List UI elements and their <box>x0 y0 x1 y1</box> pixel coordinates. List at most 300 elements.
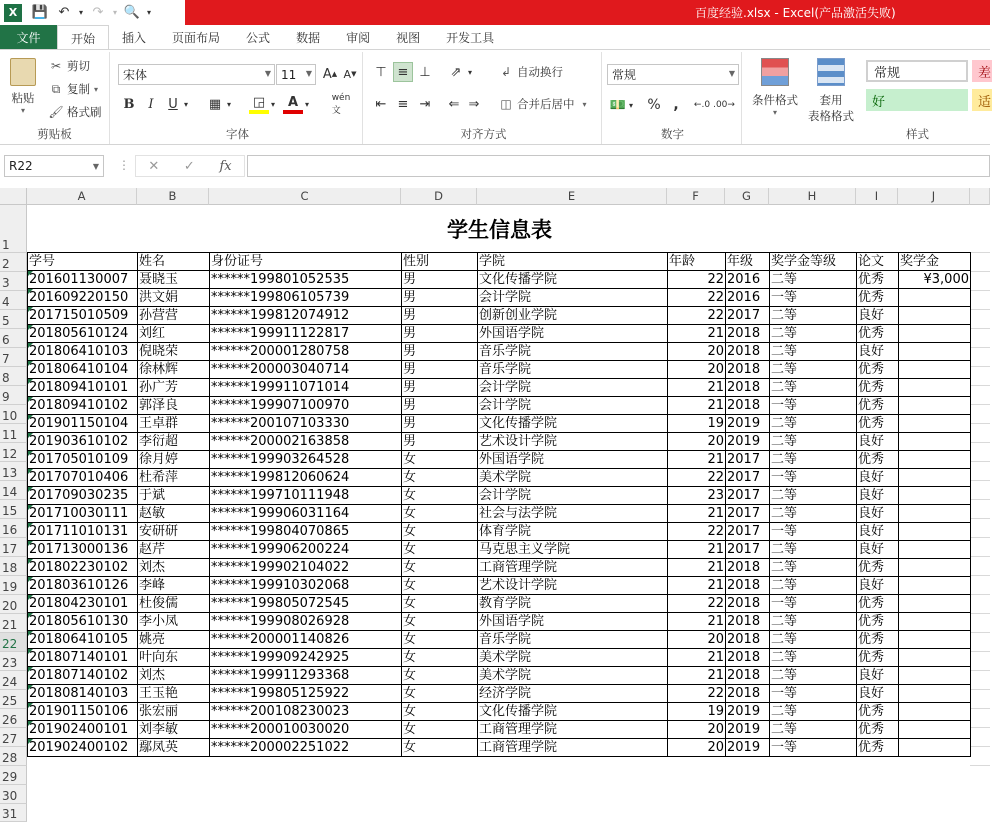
borders-icon[interactable]: ▦ <box>208 96 222 112</box>
align-bottom-icon[interactable]: ⊥ <box>419 64 431 80</box>
accounting-dropdown-icon[interactable]: ▾ <box>628 100 633 110</box>
cell-e[interactable]: 社会与法学院 <box>478 505 668 523</box>
cell-d[interactable]: 女 <box>402 667 478 685</box>
header-cell[interactable]: 学院 <box>478 253 668 271</box>
number-format-select[interactable]: 常规 ▼ <box>607 64 739 85</box>
cell-i[interactable]: 优秀 <box>857 595 899 613</box>
cell-h[interactable]: 二等 <box>770 487 857 505</box>
row-header-20[interactable]: 20 <box>0 595 27 614</box>
cell-c[interactable]: ******199906200224 <box>210 541 402 559</box>
font-name-select[interactable]: 宋体 ▼ <box>118 64 275 85</box>
tab-review[interactable]: 审阅 <box>346 30 371 45</box>
cell-f[interactable]: 23 <box>668 487 726 505</box>
cell-g[interactable]: 2019 <box>726 739 770 757</box>
cell-e[interactable]: 音乐学院 <box>478 343 668 361</box>
row-header-4[interactable]: 4 <box>0 291 27 310</box>
cell-e[interactable]: 美术学院 <box>478 649 668 667</box>
bold-button[interactable]: B <box>123 96 135 112</box>
cell-a[interactable]: 201807140101 <box>28 649 138 667</box>
row-header-8[interactable]: 8 <box>0 367 27 386</box>
row-header-13[interactable]: 13 <box>0 462 27 481</box>
cell-g[interactable]: 2017 <box>726 451 770 469</box>
column-header-d[interactable]: D <box>401 188 477 205</box>
cell-f[interactable]: 21 <box>668 451 726 469</box>
cell-b[interactable]: 刘杰 <box>138 559 210 577</box>
cell-i[interactable]: 优秀 <box>857 631 899 649</box>
cell-d[interactable]: 女 <box>402 469 478 487</box>
row-header-12[interactable]: 12 <box>0 443 27 462</box>
cell-h[interactable]: 二等 <box>770 325 857 343</box>
tab-developer[interactable]: 开发工具 <box>446 30 495 45</box>
cell-i[interactable]: 良好 <box>857 577 899 595</box>
row-header-30[interactable]: 30 <box>0 785 27 804</box>
cell-g[interactable]: 2017 <box>726 487 770 505</box>
cell-h[interactable]: 二等 <box>770 703 857 721</box>
cell-d[interactable]: 女 <box>402 721 478 739</box>
formula-input[interactable] <box>247 155 990 177</box>
cell-i[interactable]: 优秀 <box>857 649 899 667</box>
cell-j[interactable] <box>899 361 971 379</box>
cell-j[interactable] <box>899 631 971 649</box>
cell-a[interactable]: 201903610102 <box>28 433 138 451</box>
cell-i[interactable]: 良好 <box>857 487 899 505</box>
cell-b[interactable]: 赵芹 <box>138 541 210 559</box>
enter-icon[interactable]: ✓ <box>183 158 195 174</box>
cell-b[interactable]: 李小凤 <box>138 613 210 631</box>
cell-d[interactable]: 男 <box>402 289 478 307</box>
cell-i[interactable]: 优秀 <box>857 451 899 469</box>
cell-j[interactable] <box>899 595 971 613</box>
cell-b[interactable]: 张宏丽 <box>138 703 210 721</box>
cell-e[interactable]: 经济学院 <box>478 685 668 703</box>
cell-c[interactable]: ******199805125922 <box>210 685 402 703</box>
cell-d[interactable]: 女 <box>402 559 478 577</box>
tab-insert[interactable]: 插入 <box>122 30 147 45</box>
cell-c[interactable]: ******199906031164 <box>210 505 402 523</box>
cell-a[interactable]: 201901150106 <box>28 703 138 721</box>
tab-formulas[interactable]: 公式 <box>246 30 271 45</box>
cell-j[interactable] <box>899 397 971 415</box>
cell-d[interactable]: 女 <box>402 505 478 523</box>
cell-j[interactable] <box>899 703 971 721</box>
cell-b[interactable]: 徐林辉 <box>138 361 210 379</box>
cell-d[interactable]: 女 <box>402 595 478 613</box>
style-neutral[interactable]: 适 <box>972 89 992 111</box>
cell-h[interactable]: 一等 <box>770 397 857 415</box>
cell-a[interactable]: 201713000136 <box>28 541 138 559</box>
cell-a[interactable]: 201803610126 <box>28 577 138 595</box>
cell-e[interactable]: 马克思主义学院 <box>478 541 668 559</box>
cell-b[interactable]: 聂晓玉 <box>138 271 210 289</box>
tab-view[interactable]: 视图 <box>396 30 421 45</box>
cell-i[interactable]: 优秀 <box>857 271 899 289</box>
cell-b[interactable]: 赵敏 <box>138 505 210 523</box>
cell-a[interactable]: 201808140103 <box>28 685 138 703</box>
decrease-font-size-button[interactable]: A ▼ <box>343 67 357 81</box>
cell-h[interactable]: 二等 <box>770 343 857 361</box>
cell-d[interactable]: 男 <box>402 271 478 289</box>
cell-d[interactable]: 男 <box>402 343 478 361</box>
cell-f[interactable]: 20 <box>668 739 726 757</box>
cell-c[interactable]: ******200003040714 <box>210 361 402 379</box>
cell-d[interactable]: 女 <box>402 451 478 469</box>
cell-b[interactable]: 李峰 <box>138 577 210 595</box>
cell-f[interactable]: 21 <box>668 541 726 559</box>
insert-function-icon[interactable]: fx <box>219 158 232 174</box>
cell-f[interactable]: 21 <box>668 505 726 523</box>
merge-center-button[interactable]: ◫ 合并后居中 ▾ <box>498 96 587 112</box>
cell-e[interactable]: 会计学院 <box>478 487 668 505</box>
undo-dropdown-icon[interactable]: ▾ <box>78 8 83 17</box>
cell-h[interactable]: 一等 <box>770 739 857 757</box>
cell-c[interactable]: ******200002251022 <box>210 739 402 757</box>
cell-e[interactable]: 艺术设计学院 <box>478 433 668 451</box>
cell-g[interactable]: 2017 <box>726 469 770 487</box>
cell-d[interactable]: 女 <box>402 523 478 541</box>
cell-d[interactable]: 女 <box>402 577 478 595</box>
cell-c[interactable]: ******199907100970 <box>210 397 402 415</box>
row-header-23[interactable]: 23 <box>0 652 27 671</box>
orientation-icon[interactable]: ⇗ <box>450 64 462 80</box>
header-cell[interactable]: 奖学金等级 <box>770 253 857 271</box>
header-cell[interactable]: 身份证号 <box>210 253 402 271</box>
cell-c[interactable]: ******199805072545 <box>210 595 402 613</box>
cell-g[interactable]: 2019 <box>726 721 770 739</box>
cell-f[interactable]: 21 <box>668 649 726 667</box>
cell-c[interactable]: ******199910302068 <box>210 577 402 595</box>
row-header-1[interactable]: 1 <box>0 205 27 253</box>
increase-decimal-icon[interactable]: ←.0 <box>693 100 711 110</box>
cell-e[interactable]: 工商管理学院 <box>478 739 668 757</box>
cell-e[interactable]: 会计学院 <box>478 397 668 415</box>
cell-g[interactable]: 2017 <box>726 307 770 325</box>
phonetic-guide-icon[interactable]: wén 文 <box>331 92 351 116</box>
cell-b[interactable]: 于斌 <box>138 487 210 505</box>
row-header-25[interactable]: 25 <box>0 690 27 709</box>
cell-c[interactable]: ******200107103330 <box>210 415 402 433</box>
cell-a[interactable]: 201806410105 <box>28 631 138 649</box>
style-normal[interactable]: 常规 <box>866 60 968 82</box>
cell-e[interactable]: 外国语学院 <box>478 451 668 469</box>
cell-c[interactable]: ******199911293368 <box>210 667 402 685</box>
cell-a[interactable]: 201804230101 <box>28 595 138 613</box>
cell-b[interactable]: 倪晓荣 <box>138 343 210 361</box>
row-header-24[interactable]: 24 <box>0 671 27 690</box>
cell-b[interactable]: 郭泽良 <box>138 397 210 415</box>
undo-icon[interactable]: ↶ <box>58 5 70 20</box>
cell-c[interactable]: ******199902104022 <box>210 559 402 577</box>
row-header-14[interactable]: 14 <box>0 481 27 500</box>
cell-f[interactable]: 21 <box>668 559 726 577</box>
cell-d[interactable]: 男 <box>402 361 478 379</box>
row-header-31[interactable]: 31 <box>0 804 27 822</box>
row-header-16[interactable]: 16 <box>0 519 27 538</box>
column-header-f[interactable]: F <box>667 188 725 205</box>
cell-c[interactable]: ******199908026928 <box>210 613 402 631</box>
cell-c[interactable]: ******199804070865 <box>210 523 402 541</box>
cell-j[interactable] <box>899 685 971 703</box>
cell-c[interactable]: ******200002163858 <box>210 433 402 451</box>
cell-c[interactable]: ******199911122817 <box>210 325 402 343</box>
column-header-a[interactable]: A <box>27 188 137 205</box>
tab-file[interactable]: 文件 <box>0 25 57 49</box>
row-header-3[interactable]: 3 <box>0 272 27 291</box>
cell-a[interactable]: 201809410102 <box>28 397 138 415</box>
comma-style-icon[interactable]: , <box>673 97 679 113</box>
cell-d[interactable]: 男 <box>402 433 478 451</box>
cell-f[interactable]: 20 <box>668 433 726 451</box>
column-header-g[interactable]: G <box>725 188 769 205</box>
font-size-select[interactable]: 11 ▼ <box>276 64 316 85</box>
cell-b[interactable]: 杜俊儒 <box>138 595 210 613</box>
cell-f[interactable]: 22 <box>668 307 726 325</box>
cell-b[interactable]: 姚亮 <box>138 631 210 649</box>
cell-g[interactable]: 2018 <box>726 631 770 649</box>
row-header-19[interactable]: 19 <box>0 576 27 595</box>
cell-j[interactable] <box>899 487 971 505</box>
cell-g[interactable]: 2018 <box>726 613 770 631</box>
cell-e[interactable]: 工商管理学院 <box>478 721 668 739</box>
cell-c[interactable]: ******200010030020 <box>210 721 402 739</box>
tab-page-layout[interactable]: 页面布局 <box>172 30 221 45</box>
cell-j[interactable] <box>899 667 971 685</box>
cell-e[interactable]: 工商管理学院 <box>478 559 668 577</box>
header-cell[interactable]: 论文 <box>857 253 899 271</box>
cell-h[interactable]: 二等 <box>770 361 857 379</box>
cell-i[interactable]: 良好 <box>857 433 899 451</box>
cell-j[interactable] <box>899 739 971 757</box>
align-middle-icon[interactable]: ≡ <box>393 62 413 82</box>
paste-button[interactable]: 粘贴 ▾ <box>6 58 40 115</box>
cell-j[interactable] <box>899 307 971 325</box>
column-header-c[interactable]: C <box>209 188 401 205</box>
cell-h[interactable]: 二等 <box>770 451 857 469</box>
cell-g[interactable]: 2019 <box>726 433 770 451</box>
column-header-i[interactable]: I <box>856 188 898 205</box>
cell-a[interactable]: 201707010406 <box>28 469 138 487</box>
cell-h[interactable]: 二等 <box>770 631 857 649</box>
cell-c[interactable]: ******199801052535 <box>210 271 402 289</box>
cell-d[interactable]: 男 <box>402 307 478 325</box>
cell-e[interactable]: 外国语学院 <box>478 325 668 343</box>
cell-a[interactable]: 201805610130 <box>28 613 138 631</box>
cell-d[interactable]: 男 <box>402 379 478 397</box>
cell-c[interactable]: ******199806105739 <box>210 289 402 307</box>
cell-i[interactable]: 优秀 <box>857 721 899 739</box>
cell-e[interactable]: 创新创业学院 <box>478 307 668 325</box>
column-header-b[interactable]: B <box>137 188 209 205</box>
cell-f[interactable]: 19 <box>668 415 726 433</box>
row-header-26[interactable]: 26 <box>0 709 27 728</box>
borders-dropdown-icon[interactable]: ▾ <box>226 99 231 109</box>
cell-i[interactable]: 优秀 <box>857 703 899 721</box>
fill-color-dropdown-icon[interactable]: ▾ <box>270 99 275 109</box>
cell-f[interactable]: 22 <box>668 271 726 289</box>
column-header-h[interactable]: H <box>769 188 856 205</box>
decrease-decimal-icon[interactable]: .00→ <box>713 100 735 110</box>
wrap-text-button[interactable]: ↲ 自动换行 <box>498 64 563 80</box>
cell-d[interactable]: 男 <box>402 325 478 343</box>
cell-c[interactable]: ******199710111948 <box>210 487 402 505</box>
cell-i[interactable]: 优秀 <box>857 739 899 757</box>
cell-h[interactable]: 二等 <box>770 271 857 289</box>
cell-h[interactable]: 二等 <box>770 559 857 577</box>
cell-f[interactable]: 20 <box>668 721 726 739</box>
cell-a[interactable]: 201711010131 <box>28 523 138 541</box>
header-cell[interactable]: 学号 <box>28 253 138 271</box>
cell-a[interactable]: 201809410101 <box>28 379 138 397</box>
cell-i[interactable]: 优秀 <box>857 379 899 397</box>
cell-g[interactable]: 2018 <box>726 649 770 667</box>
cell-g[interactable]: 2016 <box>726 289 770 307</box>
cell-i[interactable]: 良好 <box>857 505 899 523</box>
cell-g[interactable]: 2016 <box>726 271 770 289</box>
cell-j[interactable] <box>899 577 971 595</box>
cell-a[interactable]: 201807140102 <box>28 667 138 685</box>
cell-j[interactable] <box>899 415 971 433</box>
header-cell[interactable]: 年龄 <box>668 253 726 271</box>
underline-dropdown-icon[interactable]: ▾ <box>183 99 188 109</box>
cell-f[interactable]: 22 <box>668 595 726 613</box>
cell-e[interactable]: 音乐学院 <box>478 631 668 649</box>
cell-i[interactable]: 优秀 <box>857 289 899 307</box>
cell-b[interactable]: 孙广芳 <box>138 379 210 397</box>
cell-b[interactable]: 李衍超 <box>138 433 210 451</box>
row-header-15[interactable]: 15 <box>0 500 27 519</box>
cell-g[interactable]: 2019 <box>726 703 770 721</box>
cell-i[interactable]: 优秀 <box>857 325 899 343</box>
cell-g[interactable]: 2017 <box>726 505 770 523</box>
cell-f[interactable]: 19 <box>668 703 726 721</box>
cell-i[interactable]: 良好 <box>857 343 899 361</box>
align-center-icon[interactable]: ≡ <box>397 96 409 112</box>
cell-j[interactable] <box>899 379 971 397</box>
cell-g[interactable]: 2018 <box>726 667 770 685</box>
increase-indent-icon[interactable]: ⇒ <box>468 96 480 112</box>
font-color-dropdown-icon[interactable]: ▾ <box>304 99 309 109</box>
cell-h[interactable]: 一等 <box>770 289 857 307</box>
row-header-21[interactable]: 21 <box>0 614 27 633</box>
cell-a[interactable]: 201709030235 <box>28 487 138 505</box>
cell-j[interactable] <box>899 343 971 361</box>
cell-e[interactable]: 文化传播学院 <box>478 415 668 433</box>
cell-i[interactable]: 良好 <box>857 667 899 685</box>
cell-j[interactable] <box>899 523 971 541</box>
cell-b[interactable]: 徐月婷 <box>138 451 210 469</box>
cell-f[interactable]: 20 <box>668 361 726 379</box>
row-header-18[interactable]: 18 <box>0 557 27 576</box>
cut-button[interactable]: ✂ 剪切 <box>48 58 90 74</box>
select-all-corner[interactable] <box>0 188 27 205</box>
cell-h[interactable]: 二等 <box>770 613 857 631</box>
cell-e[interactable]: 美术学院 <box>478 667 668 685</box>
cell-a[interactable]: 201902400102 <box>28 739 138 757</box>
cell-g[interactable]: 2018 <box>726 325 770 343</box>
cell-a[interactable]: 201806410104 <box>28 361 138 379</box>
cell-e[interactable]: 文化传播学院 <box>478 703 668 721</box>
cell-c[interactable]: ******199812074912 <box>210 307 402 325</box>
cell-f[interactable]: 20 <box>668 343 726 361</box>
cell-b[interactable]: 叶向东 <box>138 649 210 667</box>
row-header-17[interactable]: 17 <box>0 538 27 557</box>
cell-g[interactable]: 2018 <box>726 379 770 397</box>
cell-f[interactable]: 21 <box>668 577 726 595</box>
cell-g[interactable]: 2018 <box>726 397 770 415</box>
cancel-icon[interactable]: ✕ <box>148 158 160 174</box>
cell-f[interactable]: 20 <box>668 631 726 649</box>
cell-j[interactable] <box>899 505 971 523</box>
cell-h[interactable]: 二等 <box>770 505 857 523</box>
format-as-table-button[interactable]: 套用 表格格式 <box>801 58 861 124</box>
redo-dropdown-icon[interactable]: ▾ <box>112 8 117 17</box>
copy-button[interactable]: ⧉ 复制 ▾ <box>48 81 98 97</box>
cell-g[interactable]: 2018 <box>726 685 770 703</box>
cell-a[interactable]: 201901150104 <box>28 415 138 433</box>
cell-b[interactable]: 王卓群 <box>138 415 210 433</box>
cell-g[interactable]: 2017 <box>726 523 770 541</box>
column-header-k[interactable] <box>970 188 990 205</box>
cell-d[interactable]: 男 <box>402 415 478 433</box>
cell-a[interactable]: 201806410103 <box>28 343 138 361</box>
cell-i[interactable]: 良好 <box>857 469 899 487</box>
row-header-29[interactable]: 29 <box>0 766 27 785</box>
row-header-28[interactable]: 28 <box>0 747 27 766</box>
cell-b[interactable]: 刘红 <box>138 325 210 343</box>
cell-d[interactable]: 女 <box>402 739 478 757</box>
cell-a[interactable]: 201601130007 <box>28 271 138 289</box>
cell-g[interactable]: 2017 <box>726 541 770 559</box>
cell-j[interactable] <box>899 469 971 487</box>
cell-c[interactable]: ******199812060624 <box>210 469 402 487</box>
header-cell[interactable]: 姓名 <box>138 253 210 271</box>
save-icon[interactable]: 💾 <box>31 5 49 20</box>
cell-a[interactable]: 201902400101 <box>28 721 138 739</box>
cell-b[interactable]: 鄢凤英 <box>138 739 210 757</box>
cell-d[interactable]: 女 <box>402 613 478 631</box>
cell-g[interactable]: 2018 <box>726 343 770 361</box>
cell-g[interactable]: 2019 <box>726 415 770 433</box>
cell-e[interactable]: 会计学院 <box>478 289 668 307</box>
cell-i[interactable]: 良好 <box>857 523 899 541</box>
cell-h[interactable]: 一等 <box>770 685 857 703</box>
row-header-9[interactable]: 9 <box>0 386 27 405</box>
cell-i[interactable]: 优秀 <box>857 361 899 379</box>
cell-g[interactable]: 2018 <box>726 577 770 595</box>
cell-j[interactable] <box>899 721 971 739</box>
header-cell[interactable]: 性别 <box>402 253 478 271</box>
cell-d[interactable]: 女 <box>402 631 478 649</box>
cell-b[interactable]: 洪文娟 <box>138 289 210 307</box>
row-header-10[interactable]: 10 <box>0 405 27 424</box>
cell-e[interactable]: 文化传播学院 <box>478 271 668 289</box>
cell-g[interactable]: 2018 <box>726 595 770 613</box>
cell-g[interactable]: 2018 <box>726 559 770 577</box>
customize-qat-icon[interactable]: ▾ <box>146 8 151 17</box>
cell-i[interactable]: 良好 <box>857 307 899 325</box>
cell-a[interactable]: 201609220150 <box>28 289 138 307</box>
cell-j[interactable] <box>899 433 971 451</box>
header-cell[interactable]: 年级 <box>726 253 770 271</box>
cell-i[interactable]: 良好 <box>857 685 899 703</box>
cell-c[interactable]: ******200108230023 <box>210 703 402 721</box>
align-top-icon[interactable]: ⊤ <box>375 64 387 80</box>
cell-c[interactable]: ******200001280758 <box>210 343 402 361</box>
cell-d[interactable]: 女 <box>402 541 478 559</box>
accounting-format-icon[interactable]: 💵 <box>609 97 627 113</box>
row-header-27[interactable]: 27 <box>0 728 27 747</box>
cell-h[interactable]: 一等 <box>770 523 857 541</box>
cell-b[interactable]: 王玉艳 <box>138 685 210 703</box>
